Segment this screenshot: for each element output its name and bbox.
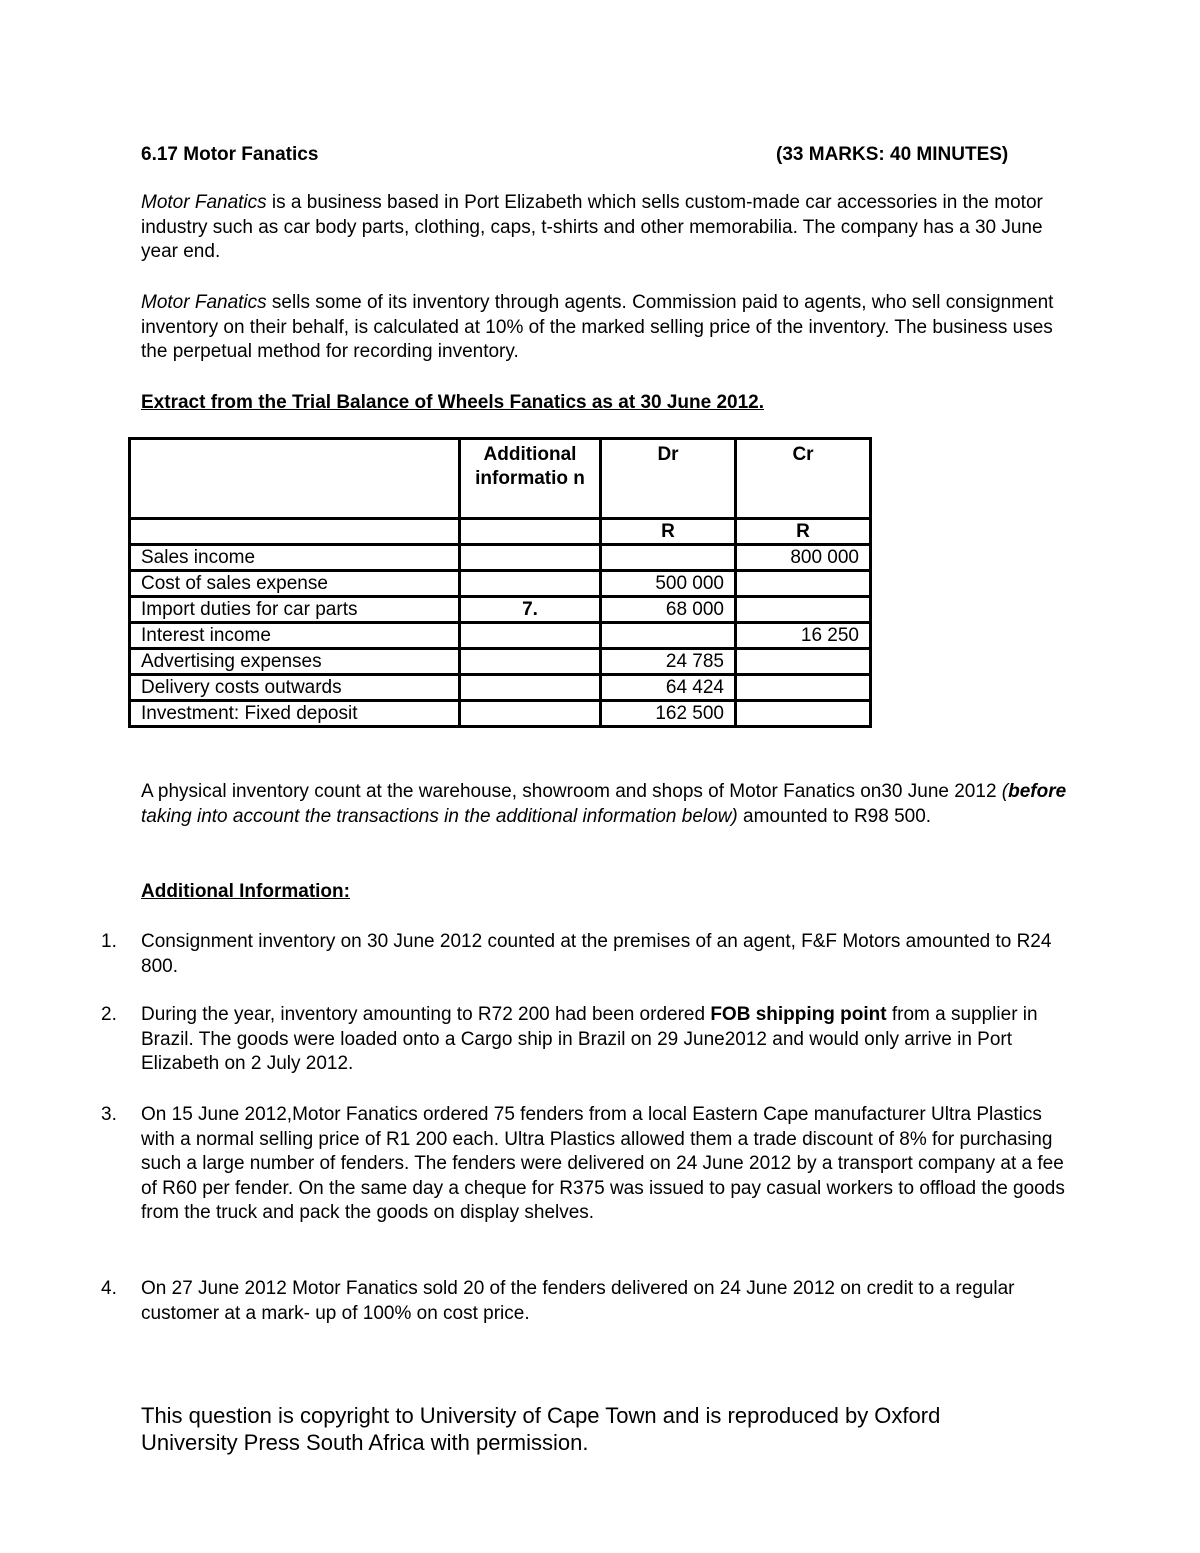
- unit-cell: [130, 519, 460, 545]
- count-text-1: A physical inventory count at the warehouse, showroom and shops of Motor Fanatics on30 June 2012: [141, 781, 1002, 802]
- row-label: Import duties for car parts: [130, 597, 460, 623]
- row-cr: [736, 675, 871, 701]
- additional-item-3: On 15 June 2012,Motor Fanatics ordered 75 fenders from a local Eastern Cape manufacturer Ultra Plastics with a normal selling price of R1 200 each. Ultra Plastics allowed them a trade discount of 8% for purchasing such a large number of fenders. The fenders were delivered on 24 June 2012 by a transport company at a fee of R60 per fender. On the same day a cheque for R375 was issued to pay casual workers to offload the goods from the truck and pack the goods on display shelves.: [141, 1104, 1065, 1224]
- question-title: 6.17 Motor Fanatics: [141, 144, 319, 165]
- row-cr: [736, 571, 871, 597]
- intro-paragraph-1: [141, 191, 1071, 265]
- item-number: 3.: [101, 1104, 117, 1125]
- row-info: [460, 649, 601, 675]
- row-dr: 162 500: [601, 701, 736, 727]
- header-dr: Dr: [601, 439, 736, 519]
- table-row: [130, 649, 871, 675]
- additional-item-1: Consignment inventory on 30 June 2012 counted at the premises of an agent, F&F Motors amounted to R24 800.: [141, 931, 1052, 977]
- row-info: [460, 623, 601, 649]
- row-label: Advertising expenses: [130, 649, 460, 675]
- row-dr: [601, 623, 736, 649]
- row-dr: [601, 545, 736, 571]
- item-2-text-pre: During the year, inventory amounting to R72 200 had been ordered: [141, 1004, 711, 1025]
- row-dr: 24 785: [601, 649, 736, 675]
- row-label: Interest income: [130, 623, 460, 649]
- table-row: [130, 545, 871, 571]
- trial-balance-table: [128, 437, 872, 728]
- item-number: 4.: [101, 1278, 117, 1299]
- row-info: [460, 571, 601, 597]
- header-cr: Cr: [736, 439, 871, 519]
- count-bold-before: before: [1008, 781, 1067, 802]
- row-cr: [736, 649, 871, 675]
- unit-dr: R: [601, 519, 736, 545]
- additional-item-2: [141, 1003, 1061, 1077]
- table-row: [130, 675, 871, 701]
- row-info: [460, 675, 601, 701]
- table-row: [130, 701, 871, 727]
- intro-text-2: sells some of its inventory through agents. Commission paid to agents, who sell consignment inventory on their behalf, is calculated at 10% of the marked selling price of the inventory. The business uses the perpetual method for recording inventory.: [141, 292, 1054, 363]
- item-number: 1.: [101, 931, 117, 952]
- additional-item-4: On 27 June 2012 Motor Fanatics sold 20 of the fenders delivered on 24 June 2012 on credit to a regular customer at a mark- up of 100% on cost price.: [141, 1278, 1015, 1324]
- row-info: [460, 545, 601, 571]
- row-cr: 16 250: [736, 623, 871, 649]
- company-name: Motor Fanatics: [141, 192, 267, 213]
- count-text-3: amounted to R98 500.: [737, 805, 932, 827]
- table-header-row: [130, 439, 871, 519]
- count-paren: (: [1001, 781, 1009, 802]
- table-units-row: [130, 519, 871, 545]
- header-cell: [130, 439, 460, 519]
- unit-cell: [460, 519, 601, 545]
- row-label: Delivery costs outwards: [130, 675, 460, 701]
- row-dr: 500 000: [601, 571, 736, 597]
- row-label: Sales income: [130, 545, 460, 571]
- unit-cr: R: [736, 519, 871, 545]
- row-dr: 68 000: [601, 597, 736, 623]
- row-info: 7.: [460, 597, 601, 623]
- table-row: [130, 597, 871, 623]
- item-number: 2.: [101, 1004, 117, 1025]
- intro-text-1: is a business based in Port Elizabeth which sells custom-made car accessories in the motor industry such as car body parts, clothing, caps, t-shirts and other memorabilia. The company has a 30 June year end.: [141, 192, 1043, 263]
- row-label: Investment: Fixed deposit: [130, 701, 460, 727]
- row-info: [460, 701, 601, 727]
- copyright-footer: This question is copyright to University of Cape Town and is reproduced by Oxford University Press South Africa with permission.: [141, 1403, 941, 1455]
- table-row: [130, 623, 871, 649]
- table-row: [130, 571, 871, 597]
- row-cr: [736, 597, 871, 623]
- item-2-bold: FOB shipping point: [710, 1004, 887, 1025]
- item-2-text-post: from a supplier in Brazil. The goods were loaded onto a Cargo ship in Brazil on 29 June2012 and would only arrive in Port Elizabeth on 2 July 2012.: [141, 1004, 1038, 1075]
- additional-info-title: Additional Information:: [141, 881, 350, 902]
- inventory-count-paragraph: [141, 780, 1071, 829]
- company-name: Motor Fanatics: [141, 292, 267, 313]
- count-italic-text: taking into account the transactions in the additional information below): [141, 805, 738, 827]
- row-dr: 64 424: [601, 675, 736, 701]
- table-title: Extract from the Trial Balance of Wheels Fanatics as at 30 June 2012.: [141, 392, 765, 413]
- question-marks: (33 MARKS: 40 MINUTES): [776, 144, 1009, 165]
- header-additional-info: Additional informatio n: [460, 439, 601, 519]
- row-cr: [736, 701, 871, 727]
- intro-paragraph-2: [141, 291, 1071, 365]
- row-cr: 800 000: [736, 545, 871, 571]
- row-label: Cost of sales expense: [130, 571, 460, 597]
